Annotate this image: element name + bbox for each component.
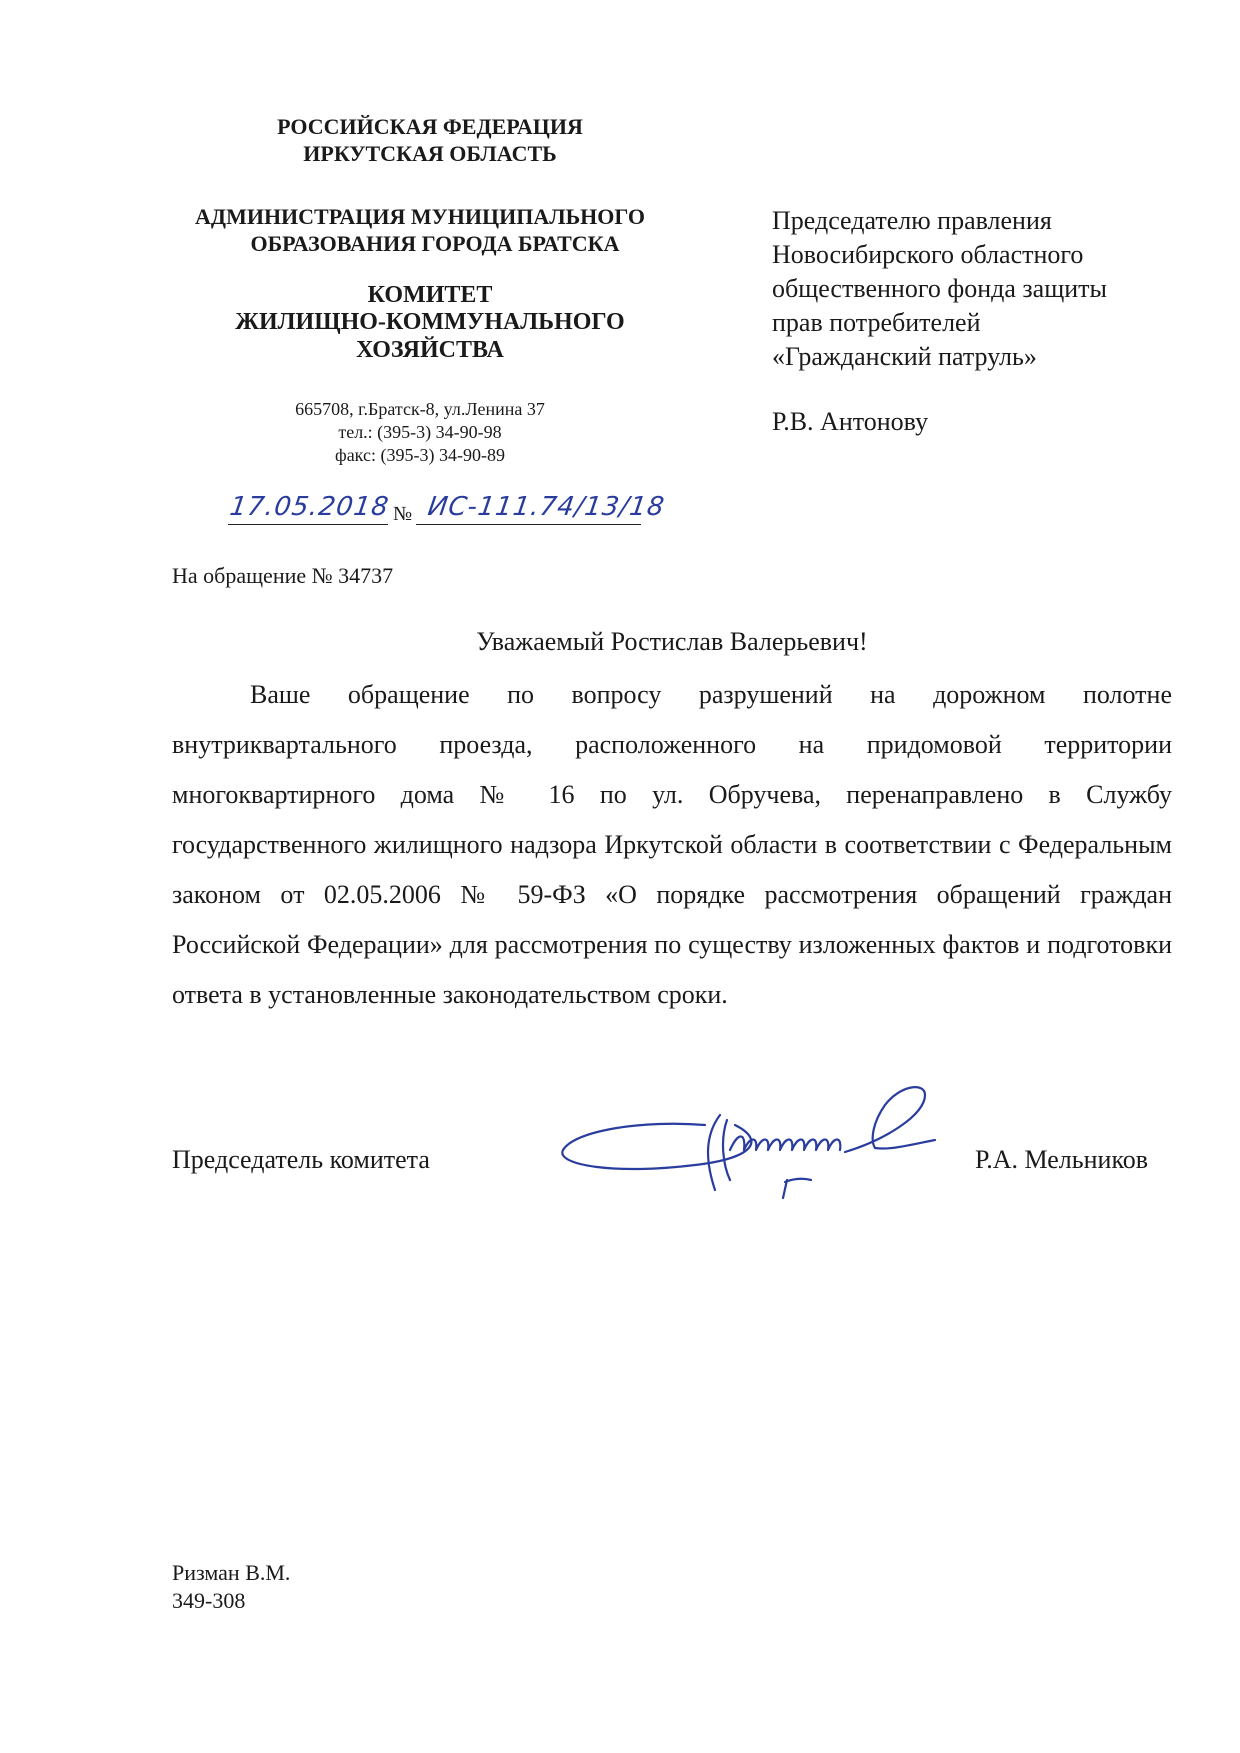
header-admin-line1: АДМИНИСТРАЦИЯ МУНИЦИПАЛЬНОГО xyxy=(195,204,645,229)
header-committee-line3: ХОЗЯЙСТВА xyxy=(356,337,504,363)
registration-number: ИС-111.74/13/18 xyxy=(425,492,667,522)
sender-address: 665708, г.Братск-8, ул.Ленина 37 xyxy=(295,399,545,419)
letter-body: Ваше обращение по вопросу разрушений на дорожном полотне внутриквартального проезда, расположенного на придомовой территории многоквартирного дома № 16 по ул. Обручева, перенаправлено в Службу государственного жилищного надзора Иркутской области в соответствии с Федеральным законом от 02.05.2006 № 59-ФЗ «О порядке рассмотрения обращений граждан Российской Федерации» для рассмотрения по существу изложенных фактов и подготовки ответа в установленные законодательством сроки. xyxy=(172,680,1172,1009)
recipient-line5: «Гражданский патруль» xyxy=(772,342,1037,371)
header-region: ИРКУТСКАЯ ОБЛАСТЬ xyxy=(303,141,557,166)
reference-line: На обращение № 34737 xyxy=(172,563,394,588)
recipient-line4: прав потребителей xyxy=(772,308,981,337)
greeting: Уважаемый Ростислав Валерьевич! xyxy=(476,627,868,656)
sender-fax: факс: (395-3) 34-90-89 xyxy=(335,445,505,465)
sender-phone: тел.: (395-3) 34-90-98 xyxy=(338,422,502,442)
registration-line xyxy=(227,488,667,528)
handwritten-signature xyxy=(555,1080,955,1210)
recipient-name: Р.В. Антонову xyxy=(772,407,929,436)
recipient-line2: Новосибирского областного xyxy=(772,240,1084,269)
signatory-name: Р.А. Мельников xyxy=(975,1145,1149,1174)
header-committee-line2: ЖИЛИЩНО-КОММУНАЛЬНОГО xyxy=(235,309,625,335)
date-underline xyxy=(228,524,388,525)
number-sign: № xyxy=(393,503,413,525)
header-admin-line2: ОБРАЗОВАНИЯ ГОРОДА БРАТСКА xyxy=(250,231,620,256)
executor-name: Ризман В.М. xyxy=(172,1560,291,1585)
registration-date: 17.05.2018 xyxy=(227,492,391,522)
recipient-line3: общественного фонда защиты xyxy=(772,274,1107,303)
recipient-line1: Председателю правления xyxy=(772,206,1052,235)
header-committee-line1: КОМИТЕТ xyxy=(367,282,493,308)
header-country: РОССИЙСКАЯ ФЕДЕРАЦИЯ xyxy=(277,114,583,139)
number-underline xyxy=(416,524,641,525)
executor-phone: 349-308 xyxy=(172,1588,246,1613)
signatory-position: Председатель комитета xyxy=(172,1145,430,1174)
